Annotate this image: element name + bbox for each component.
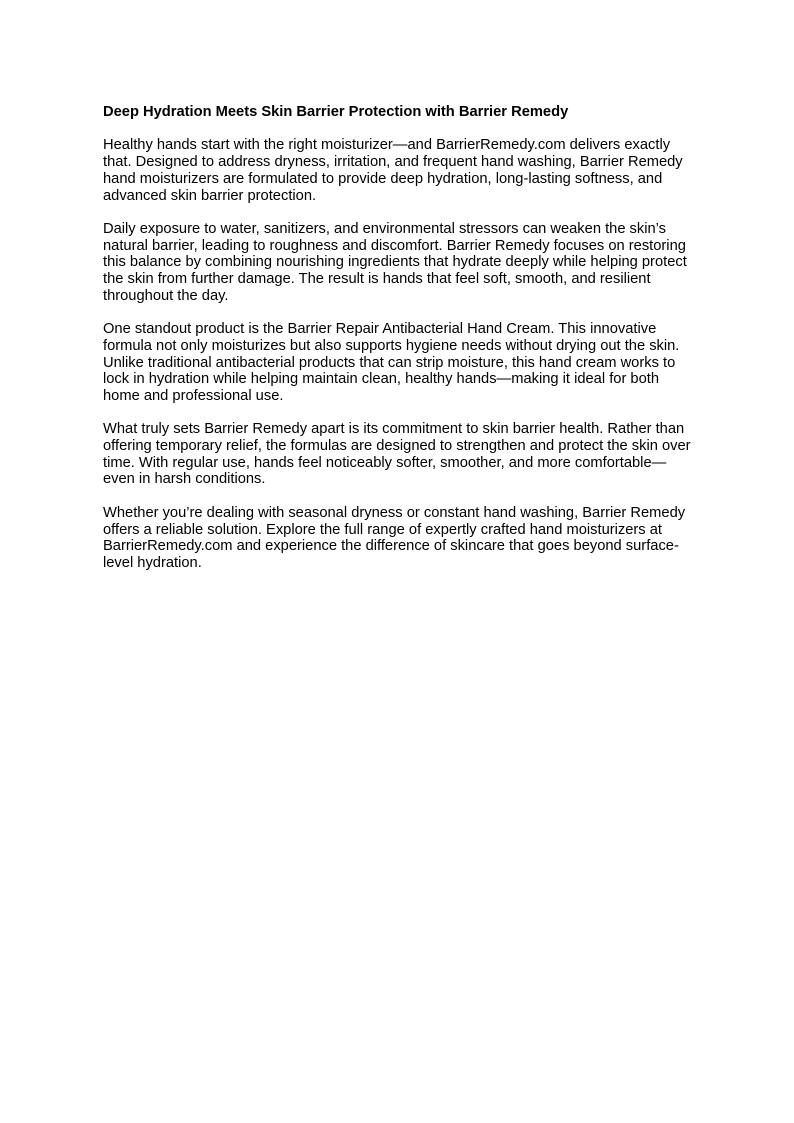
paragraph: Whether you’re dealing with seasonal dryness or constant hand washing, Barrier Remedy offers a reliable solution. Explore the full range of expertly crafted hand moisturizers at BarrierRemedy.com and experience the difference of skincare that goes beyond surface-level hydration. (103, 504, 686, 571)
paragraph: One standout product is the Barrier Repair Antibacterial Hand Cream. This innovative formula not only moisturizes but also supports hygiene needs without drying out the skin. Unlike traditional antibacterial products that can strip moisture, this hand cream works to lock in hydration while helping maintain clean, healthy hands—making it ideal for both home and professional use. (103, 321, 680, 404)
paragraph: Daily exposure to water, sanitizers, and environmental stressors can weaken the skin’s natural barrier, leading to roughness and discomfort. Barrier Remedy focuses on restoring this balance by combining nourishing ingredients that hydrate deeply while helping protect the skin from further damage. The result is hands that feel soft, smooth, and resilient throughout the day. (103, 220, 687, 304)
document-title: Deep Hydration Meets Skin Barrier Protection with Barrier Remedy (103, 104, 569, 120)
paragraph: Healthy hands start with the right moisturizer—and BarrierRemedy.com delivers exactly that. Designed to address dryness, irritation, and frequent hand washing, Barrier Remedy hand moisturizers are formulated to provide deep hydration, long-lasting softness, and advanced skin barrier protection. (103, 137, 683, 204)
paragraph: What truly sets Barrier Remedy apart is its commitment to skin barrier health. Rather than offering temporary relief, the formulas are designed to strengthen and protect the skin over time. With regular use, hands feel noticeably softer, smoother, and more comfortable—even in harsh conditions. (103, 421, 691, 488)
